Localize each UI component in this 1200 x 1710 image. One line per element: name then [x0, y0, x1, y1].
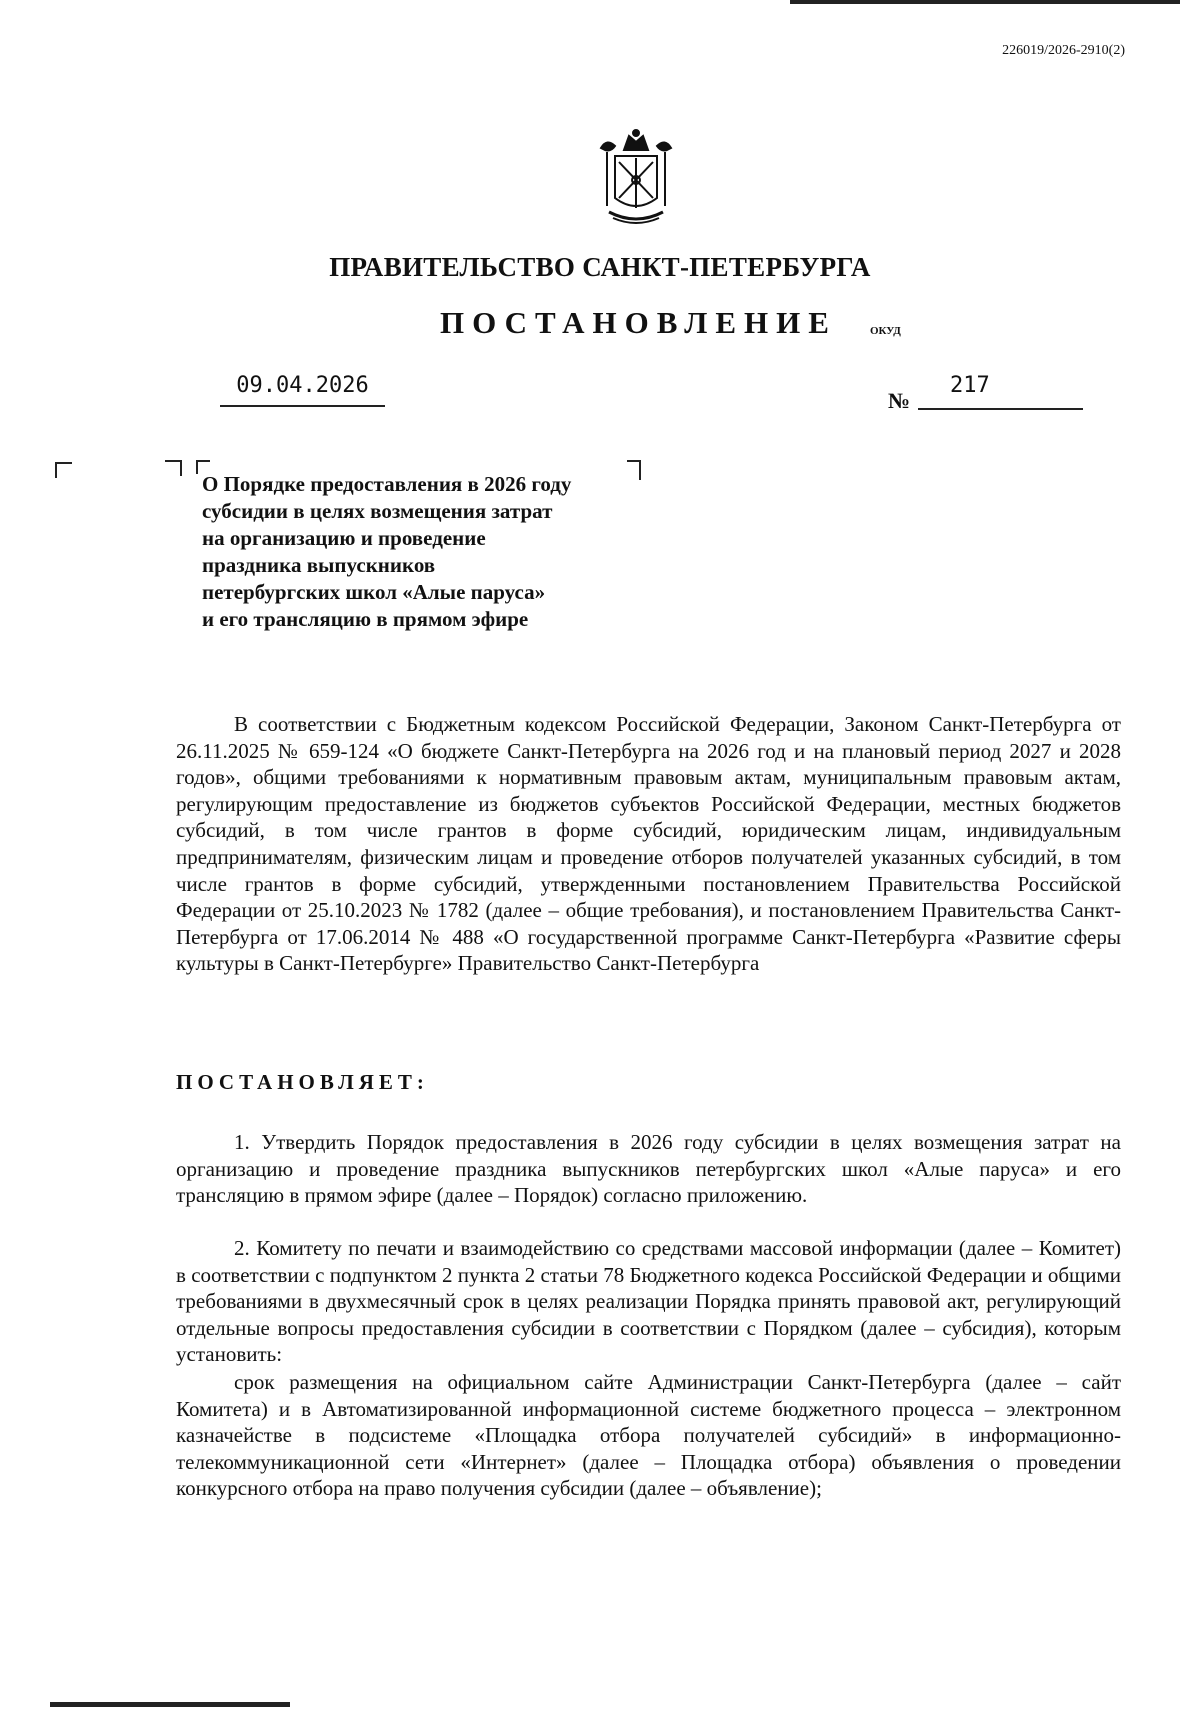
clause-2-item-paragraph: срок размещения на официальном сайте Администрации Санкт-Петербурга (далее – сайт Комитета) и в Автоматизированной информационной системе бюджетного процесса – электронном казначействе в подсистеме «Площадка отбора получателей субсидий» в информационно-телекоммуникационной сети «Интернет» (далее – Площадка отбора) объявления о проведении конкурсного отбора на право получения субсидии (далее – объявление); [176, 1370, 1121, 1501]
margin-corner-mark [165, 460, 182, 476]
document-registration-code: 226019/2026-2910(2) [1002, 43, 1125, 58]
subject-line: петербургских школ «Алые паруса» [202, 580, 546, 604]
margin-corner-mark [55, 462, 72, 478]
decree-number: 217 [950, 373, 990, 398]
preamble-paragraph: В соответствии с Бюджетным кодексом Российской Федерации, Законом Санкт-Петербурга от 26.11.2025 № 659-124 «О бюджете Санкт-Петербурга на 2026 год и на плановый период 2027 и 2028 годов», общими требованиями к нормативным правовым актам, муниципальным правовым актам, регулирующим предоставление из бюджетов субъектов Российской Федерации, местных бюджетов субсидий, в том числе грантов в форме субсидий, юридическим лицам, индивидуальным предпринимателям, физическим лицам и проведение отборов получателей указанных субсидий, в том числе грантов в форме субсидий, утвержденными постановлением Правительства Российской Федерации от 25.10.2023 № 1782 (далее – общие требования), и постановлением Правительства Санкт-Петербурга от 17.06.2014 № 488 «О государственной программе Санкт-Петербурга «Развитие сферы культуры в Санкт-Петербурге» Правительство Санкт-Петербурга [176, 712, 1121, 976]
subject-line: О Порядке предоставления в 2026 году [202, 472, 572, 496]
okud-label: ОКУД [870, 325, 901, 337]
number-underline [918, 408, 1083, 410]
clause-2-paragraph: 2. Комитету по печати и взаимодействию со средствами массовой информации (далее – Комитет) в соответствии с подпунктом 2 пункта 2 статьи 78 Бюджетного кодекса Российской Федерации и общими требованиями в двухмесячный срок в целях реализации Порядка принять правовой акт, регулирующий отдельные вопросы предоставления субсидии в соответствии с Порядком (далее – субсидия), которым установить: [176, 1236, 1121, 1367]
decree-date: 09.04.2026 [236, 373, 369, 398]
coat-of-arms-icon [591, 128, 681, 228]
government-name: ПРАВИТЕЛЬСТВО САНКТ-ПЕТЕРБУРГА [329, 252, 871, 282]
document-type-title: ПОСТАНОВЛЕНИЕ [440, 305, 837, 340]
scan-edge-line [50, 1702, 290, 1707]
clause-1-paragraph: 1. Утвердить Порядок предоставления в 2026 году субсидии в целях возмещения затрат на организацию и проведение праздника выпускников петербургских школ «Алые паруса» и его трансляцию в прямом эфире (далее – Порядок) согласно приложению. [176, 1130, 1121, 1208]
decree-subject [202, 471, 642, 633]
subject-line: праздника выпускников [202, 553, 436, 577]
scan-edge-line [790, 0, 1180, 4]
subject-line: на организацию и проведение [202, 526, 486, 550]
number-sign: № [888, 388, 911, 413]
subject-line: субсидии в целях возмещения затрат [202, 499, 553, 523]
subject-line: и его трансляцию в прямом эфире [202, 607, 529, 631]
date-underline [220, 405, 385, 407]
resolves-heading: ПОСТАНОВЛЯЕТ: [176, 1070, 429, 1094]
